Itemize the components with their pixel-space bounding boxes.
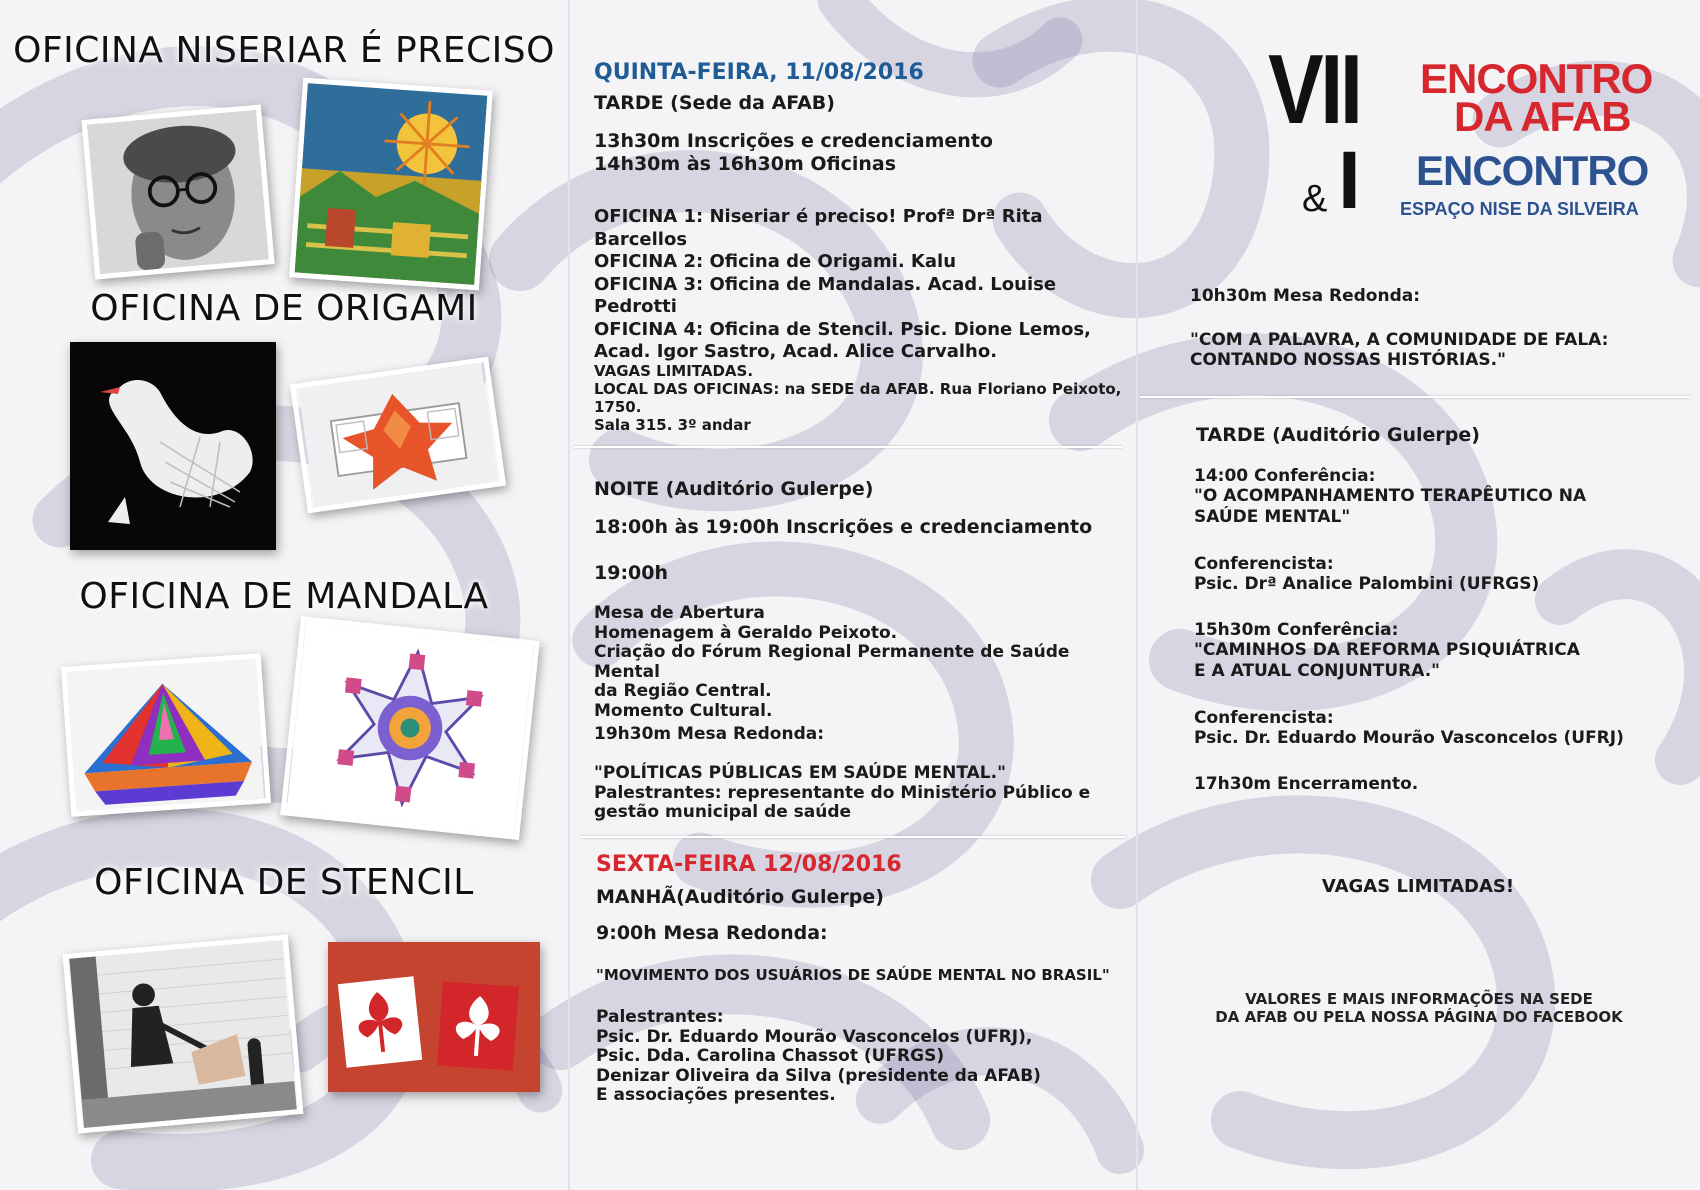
stencil-flowers-photo — [328, 942, 540, 1092]
stencil-maid-photo — [63, 934, 304, 1133]
palestrantes-block — [596, 1008, 1041, 1106]
manha-heading: MANHÃ(Auditório Gulerpe) — [596, 886, 884, 908]
tarde-heading: TARDE (Sede da AFAB) — [594, 92, 835, 114]
abertura-block — [594, 604, 1136, 721]
com-a-palavra-text: "COM A PALAVRA, A COMUNIDADE DE FALA: CONTANDO NOSSAS HISTÓRIAS." — [1190, 330, 1609, 371]
oficina-mandala-title: OFICINA DE MANDALA — [79, 576, 489, 617]
valores-info — [1138, 990, 1700, 1026]
origami-swan-photo — [70, 342, 276, 550]
palestrantes-text: Palestrantes: Psic. Dr. Eduardo Mourão Vasconcelos (UFRJ), Psic. Dda. Carolina Chassot (UFRGS) Denizar Oliveira da Silva (presidente da AFAB) E associações presentes. — [596, 1007, 1041, 1106]
logo-encontro-red: ENCONTRO — [1420, 55, 1653, 102]
origami-star-photo — [290, 357, 506, 514]
abertura-text: Mesa de Abertura Homenagem à Geraldo Peixoto. Criação do Fórum Regional Permanente de Saúde Mental da Região Central. Momento Cultural. — [594, 603, 1070, 721]
right-panel — [1138, 0, 1700, 1190]
logo-espaco-nise: ESPAÇO NISE DA SILVEIRA — [1400, 199, 1639, 219]
portrait-photo — [81, 104, 274, 279]
logo-vii: VII — [1268, 34, 1360, 144]
mesa-0900: 9:00h Mesa Redonda: — [596, 922, 828, 944]
oficina-stencil-title: OFICINA DE STENCIL — [94, 862, 474, 903]
middle-panel — [570, 0, 1136, 1190]
tarde-heading-right: TARDE (Auditório Gulerpe) — [1196, 424, 1480, 446]
logo-i: I — [1338, 135, 1361, 226]
oficinas-list-text: OFICINA 1: Niseriar é preciso! Profª Drª Rita Barcellos OFICINA 2: Oficina de Origami. Kalu OFICINA 3: Oficina de Mandalas. Acad. Louise Pedrotti OFICINA 4: Oficina de Stencil. Psic. Dione Lemos, Acad. Igor Sastro, Acad. Alice Carvalho. — [594, 206, 1091, 362]
vagas-limitadas: VAGAS LIMITADAS! — [1321, 876, 1515, 897]
politicas-block — [594, 764, 1090, 823]
mandala-umbrella-photo — [61, 653, 271, 817]
conf1-text: 14:00 Conferência: "O ACOMPANHAMENTO TERAPÊUTICO NA SAÚDE MENTAL" — [1194, 466, 1587, 527]
logo-da-afab: DA AFAB — [1454, 93, 1631, 140]
logo-encontro-blue: ENCONTRO — [1416, 147, 1649, 194]
encerramento: 17h30m Encerramento. — [1194, 774, 1419, 794]
middle-divider-2 — [580, 836, 1126, 838]
valores-info-text: VALORES E MAIS INFORMAÇÕES NA SEDE DA AFAB OU PELA NOSSA PÁGINA DO FACEBOOK — [1215, 990, 1623, 1026]
vagas-local — [594, 362, 1136, 434]
mesa-1030: 10h30m Mesa Redonda: — [1190, 286, 1421, 306]
mesa-1930: 19h30m Mesa Redonda: — [594, 724, 825, 744]
conf1-block — [1194, 466, 1586, 527]
movimento-title: "MOVIMENTO DOS USUÁRIOS DE SAÚDE MENTAL NO BRASIL" — [596, 966, 1110, 984]
tarde-times-text: 13h30m Inscrições e credenciamento 14h30m às 16h30m Oficinas — [594, 130, 993, 175]
conferencista2-block — [1194, 708, 1624, 749]
painting-photo — [289, 78, 492, 291]
conf2-text: 15h30m Conferência: "CAMINHOS DA REFORMA PSIQUIÁTRICA E A ATUAL CONJUNTURA." — [1194, 620, 1580, 681]
noite-heading: NOITE (Auditório Gulerpe) — [594, 478, 874, 500]
conf2-block — [1194, 620, 1580, 681]
conferencista2-text: Conferencista: Psic. Dr. Eduardo Mourão Vasconcelos (UFRJ) — [1194, 708, 1624, 749]
right-divider-1 — [1140, 396, 1690, 398]
vagas-local-text: VAGAS LIMITADAS. LOCAL DAS OFICINAS: na SEDE da AFAB. Rua Floriano Peixoto, 1750. Sala 315. 3º andar — [594, 362, 1122, 434]
logo-ampersand: & — [1302, 178, 1328, 220]
conferencista1-block — [1194, 554, 1539, 595]
mandala-star-photo — [280, 616, 540, 840]
day1-heading: QUINTA-FEIRA, 11/08/2016 — [594, 60, 924, 85]
tarde-times — [594, 130, 993, 176]
day2-heading: SEXTA-FEIRA 12/08/2016 — [596, 852, 902, 877]
middle-divider-1 — [574, 446, 1122, 448]
noite-1900: 19:00h — [594, 562, 669, 584]
oficinas-list — [594, 206, 1136, 364]
noite-inscricoes: 18:00h às 19:00h Inscrições e credenciamento — [594, 516, 1093, 538]
left-panel — [0, 0, 568, 1190]
politicas-text: "POLÍTICAS PÚBLICAS EM SAÚDE MENTAL." Palestrantes: representante do Ministério Público e gestão municipal de saúde — [594, 763, 1091, 823]
oficina-niseriar-title: OFICINA NISERIAR É PRECISO — [13, 30, 555, 71]
com-a-palavra-block — [1190, 330, 1608, 371]
oficina-origami-title: OFICINA DE ORIGAMI — [90, 288, 478, 329]
conferencista1-text: Conferencista: Psic. Drª Analice Palombini (UFRGS) — [1194, 554, 1540, 595]
